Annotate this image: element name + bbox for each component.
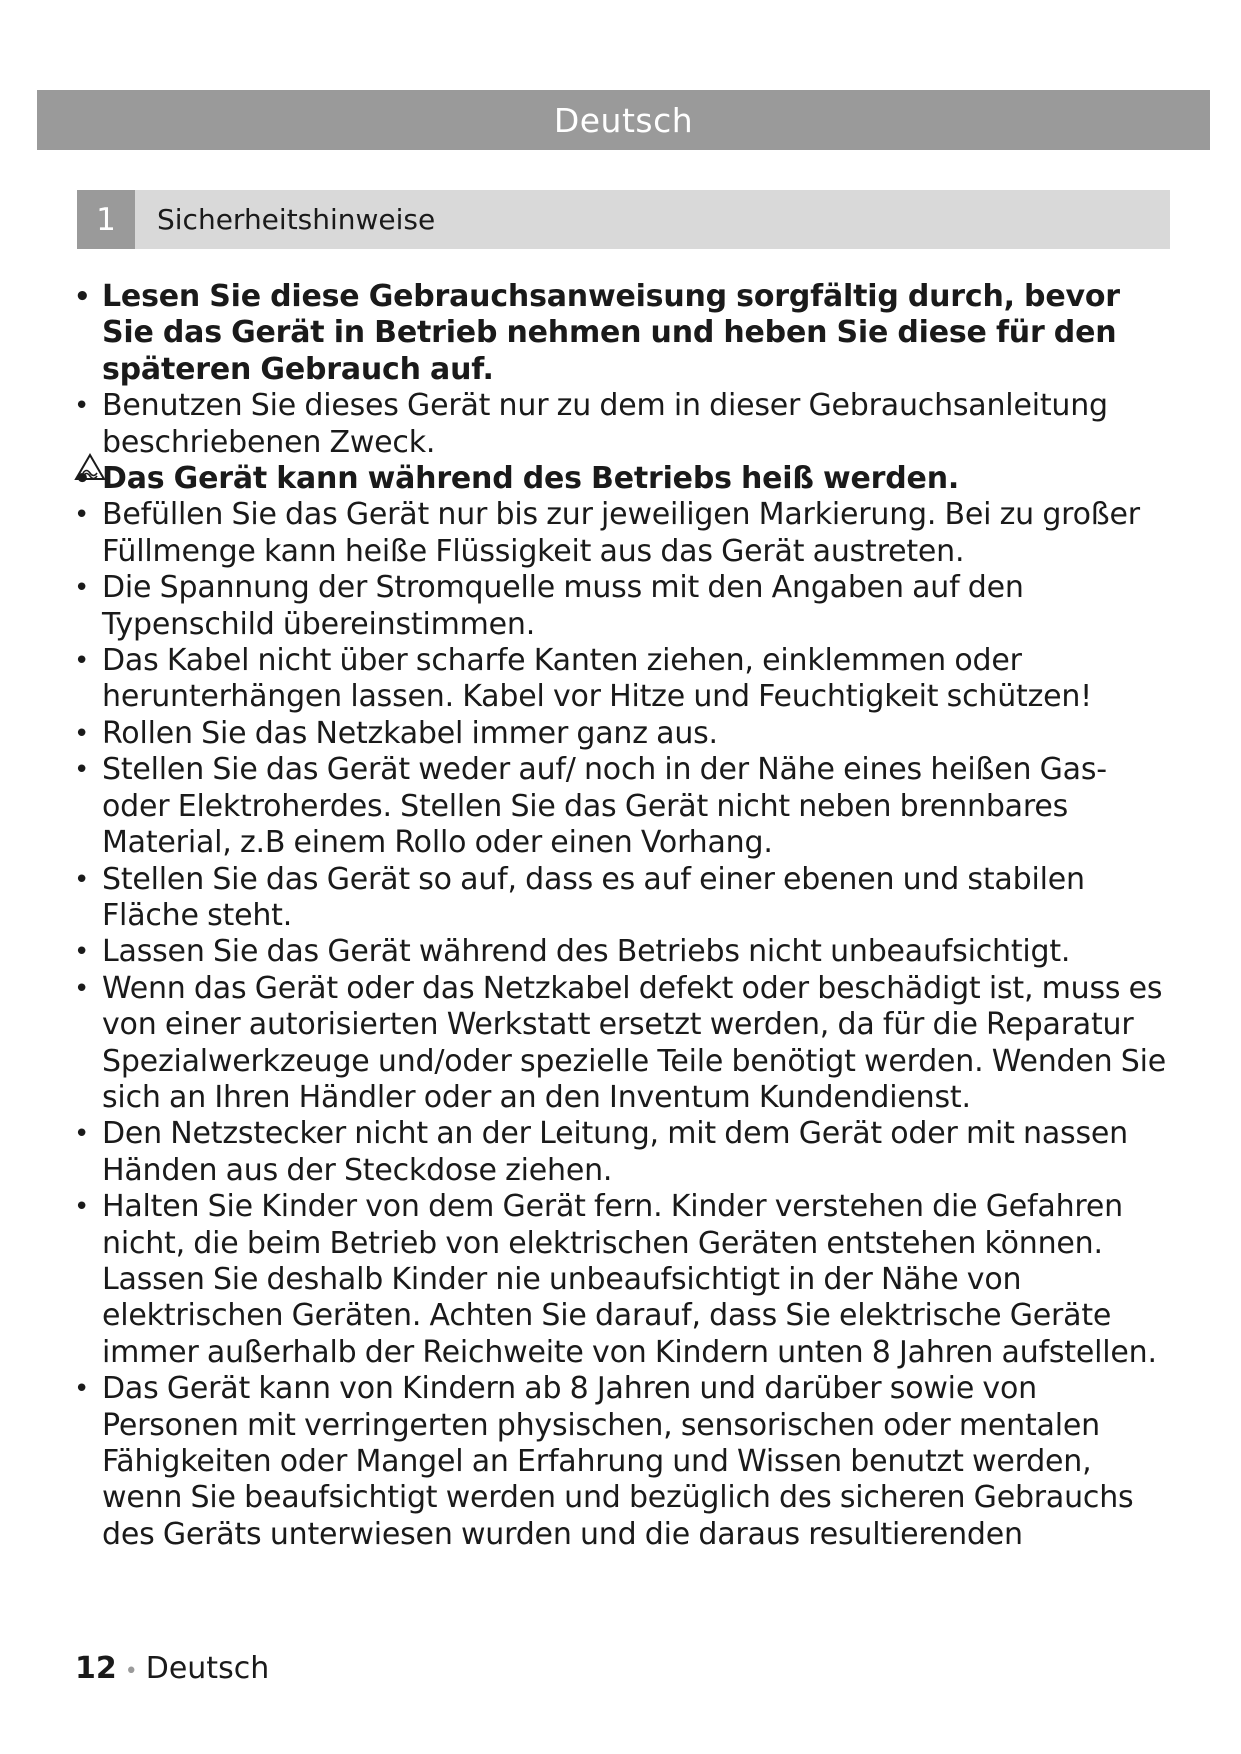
section-number: 1 xyxy=(77,190,135,249)
section-title: Sicherheitshinweise xyxy=(157,203,436,236)
page-number: 12 xyxy=(75,1651,117,1686)
list-item xyxy=(72,388,1172,461)
list-item xyxy=(72,934,1172,970)
bullet-text: • Das Kabel nicht über scharfe Kanten ziehen, einklemmen oder herunterhängen lassen. Kabel vor Hitze und Feuchtigkeit schützen! xyxy=(102,643,1093,715)
bullet-text: • Das Gerät kann von Kindern ab 8 Jahren und darüber sowie von Personen mit verringerten physischen, sensorischen oder mentalen Fähigkeiten oder Mangel an Erfahrung und Wissen benutzt werden, wenn Sie beaufsichtigt werden und bezüglich des sicheren Gebrauchs des Geräts unterwiesen wurden und die daraus resultierenden xyxy=(102,1371,1134,1552)
list-item xyxy=(72,971,1172,1117)
bullet-text: • Den Netzstecker nicht an der Leitung, mit dem Gerät oder mit nassen Händen aus der Steckdose ziehen. xyxy=(102,1116,1128,1188)
language-header-bar xyxy=(37,90,1210,150)
bullet-text: • Stellen Sie das Gerät weder auf/ noch in der Nähe eines heißen Gas- oder Elektroherdes. Stellen Sie das Gerät nicht neben brennbares Material, z.B einem Rollo oder einen Vorhang. xyxy=(102,752,1107,861)
section-header xyxy=(77,190,1170,249)
list-item xyxy=(72,1189,1172,1371)
bullet-text: • Lesen Sie diese Gebrauchsanweisung sorgfältig durch, bevor Sie das Gerät in Betrieb nehmen und heben Sie diese für den späteren Gebrauch auf. xyxy=(102,279,1120,387)
list-item xyxy=(72,570,1172,643)
bullet-text: • Benutzen Sie dieses Gerät nur zu dem in dieser Gebrauchsanleitung beschriebenen Zweck. xyxy=(102,388,1108,460)
page-footer xyxy=(75,1651,269,1686)
list-item xyxy=(72,716,1172,752)
footer-language: Deutsch xyxy=(145,1651,270,1686)
bullet-text: • Stellen Sie das Gerät so auf, dass es auf einer ebenen und stabilen Fläche steht. xyxy=(102,861,1085,933)
list-item xyxy=(72,461,1172,497)
bullet-text: • Das Gerät kann während des Betriebs heiß werden. xyxy=(102,461,960,497)
bullet-text: • Die Spannung der Stromquelle muss mit den Angaben auf den Typenschild übereinstimmen. xyxy=(102,570,1024,642)
list-item xyxy=(72,862,1172,935)
bullet-text: • Halten Sie Kinder von dem Gerät fern. Kinder verstehen die Gefahren nicht, die beim Betrieb von elektrischen Geräten entstehen können. Lassen Sie deshalb Kinder nie unbeaufsichtigt in der Nähe von elektrischen Geräten. Achten Sie darauf, dass Sie elektrische Geräte immer außerhalb der Reichweite von Kindern unten 8 Jahren aufstellen. xyxy=(102,1189,1157,1370)
list-item xyxy=(72,643,1172,716)
list-item xyxy=(72,752,1172,861)
safety-instructions xyxy=(72,279,1172,1553)
bullet-text: • Wenn das Gerät oder das Netzkabel defekt oder beschädigt ist, muss es von einer autorisierten Werkstatt ersetzt werden, da für die Reparatur Spezialwerkzeuge und/oder spezielle Teile benötigt werden. Wenden Sie sich an Ihren Händler oder an den Inventum Kundendienst. xyxy=(102,970,1167,1115)
list-item xyxy=(72,497,1172,570)
bullet-text: • Lassen Sie das Gerät während des Betriebs nicht unbeaufsichtigt. xyxy=(102,934,1071,970)
footer-separator: • xyxy=(124,1659,138,1684)
bullet-text: • Befüllen Sie das Gerät nur bis zur jeweiligen Markierung. Bei zu großer Füllmenge kann heiße Flüssigkeit aus das Gerät austreten. xyxy=(102,497,1140,569)
language-title: Deutsch xyxy=(553,100,694,140)
list-item xyxy=(72,1371,1172,1553)
bullet-text: • Rollen Sie das Netzkabel immer ganz aus. xyxy=(102,715,718,751)
list-item xyxy=(72,1116,1172,1189)
list-item xyxy=(72,279,1172,388)
bullet-list xyxy=(72,279,1172,1553)
